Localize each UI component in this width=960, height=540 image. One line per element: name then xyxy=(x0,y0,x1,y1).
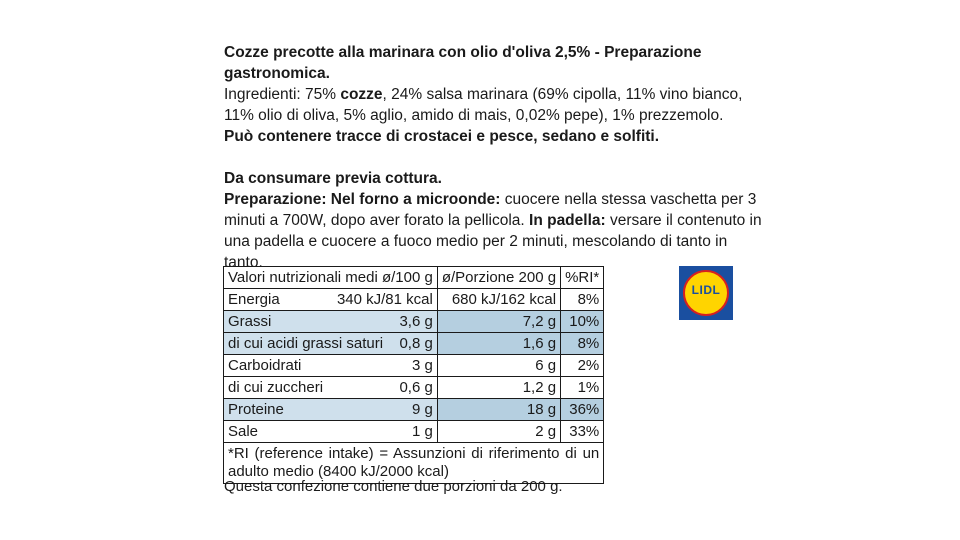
row-ri: 8% xyxy=(561,289,604,311)
row-label: Carboidrati xyxy=(228,356,302,374)
preparation-heading: Da consumare previa cottura. xyxy=(224,170,442,187)
row-per100: 0,8 g xyxy=(399,334,433,352)
ingredients xyxy=(224,84,764,126)
row-ri: 36% xyxy=(561,399,604,421)
product-info xyxy=(224,42,764,273)
portion-note: Questa confezione contiene due porzioni da 200 g. xyxy=(224,478,563,495)
row-ri: 33% xyxy=(561,421,604,443)
header-ri: %RI* xyxy=(561,267,604,289)
row-label: di cui zuccheri xyxy=(228,378,324,396)
prep-text: cuocere nella stessa vaschetta per 3 minuti a 700W, dopo aver forato la pellicola. xyxy=(224,191,757,229)
table-header-row xyxy=(224,267,604,289)
row-label: Proteine xyxy=(228,400,284,418)
product-title: Cozze precotte alla marinara con olio d'oliva 2,5% - Preparazione gastronomica. xyxy=(224,44,702,82)
table-row xyxy=(224,399,604,421)
spacer xyxy=(224,147,764,168)
nutrient-cell xyxy=(224,377,438,399)
lidl-logo xyxy=(679,266,733,320)
row-label: Sale xyxy=(228,422,259,440)
row-portion: 18 g xyxy=(437,399,560,421)
nutrient-cell xyxy=(224,421,438,443)
row-per100: 3,6 g xyxy=(399,312,433,330)
row-ri: 2% xyxy=(561,355,604,377)
row-per100: 0,6 g xyxy=(399,378,433,396)
allergens: Può contenere tracce di crostacei e pesce, sedano e solfiti. xyxy=(224,128,660,145)
nutrient-cell xyxy=(224,355,438,377)
nutrient-cell xyxy=(224,311,438,333)
pan-label: In padella: xyxy=(529,212,606,229)
header-portion: ø/Porzione 200 g xyxy=(437,267,560,289)
row-label: Grassi xyxy=(228,312,272,330)
row-ri: 10% xyxy=(561,311,604,333)
table-row xyxy=(224,289,604,311)
ingredients-main: cozze xyxy=(340,86,383,103)
row-label: Energia xyxy=(228,290,280,308)
table-row xyxy=(224,311,604,333)
row-portion: 680 kJ/162 kcal xyxy=(437,289,560,311)
row-ri: 1% xyxy=(561,377,604,399)
nutrient-cell xyxy=(224,399,438,421)
nutrition-table xyxy=(223,266,604,484)
preparation-text xyxy=(224,189,764,273)
table-row xyxy=(224,421,604,443)
row-portion: 1,6 g xyxy=(437,333,560,355)
row-label: di cui acidi grassi saturi xyxy=(228,334,384,352)
table-row xyxy=(224,355,604,377)
header-per100: Valori nutrizionali medi ø/100 g xyxy=(224,267,438,289)
row-per100: 1 g xyxy=(411,422,433,440)
row-ri: 8% xyxy=(561,333,604,355)
prep-label: Preparazione: Nel forno a microonde: xyxy=(224,191,501,208)
ri-footnote: *RI (reference intake) = Assunzioni di riferimento di un adulto medio (8400 kJ/2000 kcal) xyxy=(224,443,604,484)
ingredients-prefix: Ingredienti: 75% xyxy=(224,86,341,103)
row-portion: 6 g xyxy=(437,355,560,377)
table-row xyxy=(224,333,604,355)
logo-text: LIDL xyxy=(691,283,721,297)
pan-text: versare il contenuto in una padella e cuocere a fuoco medio per 2 minuti, mescolando di tanto in tanto. xyxy=(224,212,762,271)
table-row xyxy=(224,377,604,399)
row-per100: 340 kJ/81 kcal xyxy=(336,290,433,308)
nutrient-cell xyxy=(224,333,438,355)
ingredients-rest: , 24% salsa marinara (69% cipolla, 11% vino bianco, 11% olio di oliva, 5% aglio, amido di mais, 0,02% pepe), 1% prezzemolo. xyxy=(224,86,743,124)
row-per100: 3 g xyxy=(411,356,433,374)
row-portion: 1,2 g xyxy=(437,377,560,399)
energy-cell xyxy=(224,289,438,311)
row-portion: 2 g xyxy=(437,421,560,443)
row-per100: 9 g xyxy=(411,400,433,418)
row-portion: 7,2 g xyxy=(437,311,560,333)
